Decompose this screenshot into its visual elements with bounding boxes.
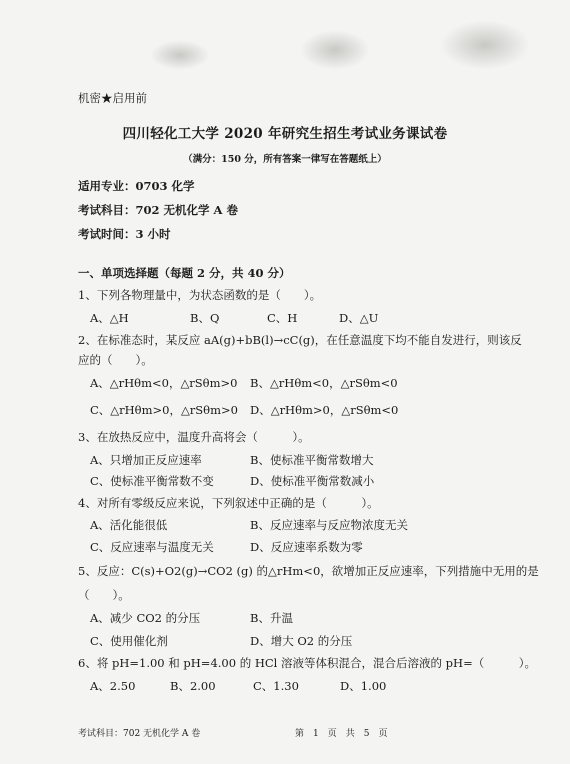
question-stem-cont: 应的（ ）。 bbox=[78, 353, 153, 367]
question-stem-cont: （ ）。 bbox=[78, 588, 130, 602]
question-option: C、使用催化剂 bbox=[90, 634, 168, 648]
question-stem: 3、在放热反应中，温度升高将会（ ）。 bbox=[78, 430, 310, 444]
footer-subject: 考试科目：702 无机化学 A 卷 bbox=[78, 729, 201, 739]
confidential-label: 机密★启用前 bbox=[78, 91, 147, 105]
question-option: B、使标准平衡常数增大 bbox=[250, 453, 374, 467]
question-option: B、升温 bbox=[250, 611, 293, 625]
question-option: B、Q bbox=[190, 311, 220, 325]
question-stem: 6、将 pH=1.00 和 pH=4.00 的 HCl 溶液等体积混合，混合后溶液的 pH=（ ）。 bbox=[78, 656, 536, 670]
question-option: B、△rHθm<0，△rSθm<0 bbox=[250, 376, 398, 390]
question-option: A、只增加正反应速率 bbox=[90, 453, 202, 467]
question-stem: 2、在标准态时，某反应 aA(g)+bB(l)→cC(g)，在任意温度下均不能自发进行，则该反 bbox=[78, 333, 522, 347]
question-option: A、减少 CO2 的分压 bbox=[90, 611, 201, 625]
question-option: A、活化能很低 bbox=[90, 518, 168, 532]
question-option: C、△rHθm>0，△rSθm>0 bbox=[90, 403, 238, 417]
question-option: C、反应速率与温度无关 bbox=[90, 540, 214, 554]
question-option: A、2.50 bbox=[90, 679, 136, 693]
question-option: C、使标准平衡常数不变 bbox=[90, 474, 214, 488]
time-info: 考试时间：3 小时 bbox=[78, 227, 171, 241]
question-option: D、使标准平衡常数减小 bbox=[250, 474, 375, 488]
question-option: D、反应速率系数为零 bbox=[250, 540, 363, 554]
question-option: A、△rHθm<0，△rSθm>0 bbox=[90, 376, 238, 390]
question-stem: 5、反应：C(s)+O2(g)→CO2 (g) 的△rHm<0，欲增加正反应速率，下列措施中无用的是 bbox=[78, 564, 539, 578]
question-option: D、△U bbox=[339, 311, 379, 325]
footer-page-number: 第 1 页 共 5 页 bbox=[295, 729, 388, 739]
scan-smudge bbox=[440, 20, 530, 70]
exam-subtitle: （满分：150 分，所有答案一律写在答题纸上） bbox=[183, 154, 387, 165]
question-option: C、1.30 bbox=[253, 679, 299, 693]
question-option: A、△H bbox=[90, 311, 129, 325]
question-option: D、增大 O2 的分压 bbox=[250, 634, 353, 648]
scan-smudge bbox=[150, 40, 210, 70]
question-option: B、2.00 bbox=[170, 679, 216, 693]
section-heading: 一、单项选择题（每题 2 分，共 40 分） bbox=[78, 266, 291, 280]
question-stem: 4、对所有零级反应来说，下列叙述中正确的是（ ）。 bbox=[78, 496, 379, 510]
exam-title: 四川轻化工大学 2020 年研究生招生考试业务课试卷 bbox=[122, 126, 448, 142]
question-option: D、△rHθm>0，△rSθm<0 bbox=[250, 403, 399, 417]
question-stem: 1、下列各物理量中，为状态函数的是（ ）。 bbox=[78, 288, 322, 302]
subject-info: 考试科目：702 无机化学 A 卷 bbox=[78, 203, 238, 217]
question-option: C、H bbox=[267, 311, 298, 325]
question-option: D、1.00 bbox=[340, 679, 387, 693]
major-info: 适用专业：0703 化学 bbox=[78, 179, 195, 193]
question-option: B、反应速率与反应物浓度无关 bbox=[250, 518, 408, 532]
scan-smudge bbox=[300, 30, 370, 70]
